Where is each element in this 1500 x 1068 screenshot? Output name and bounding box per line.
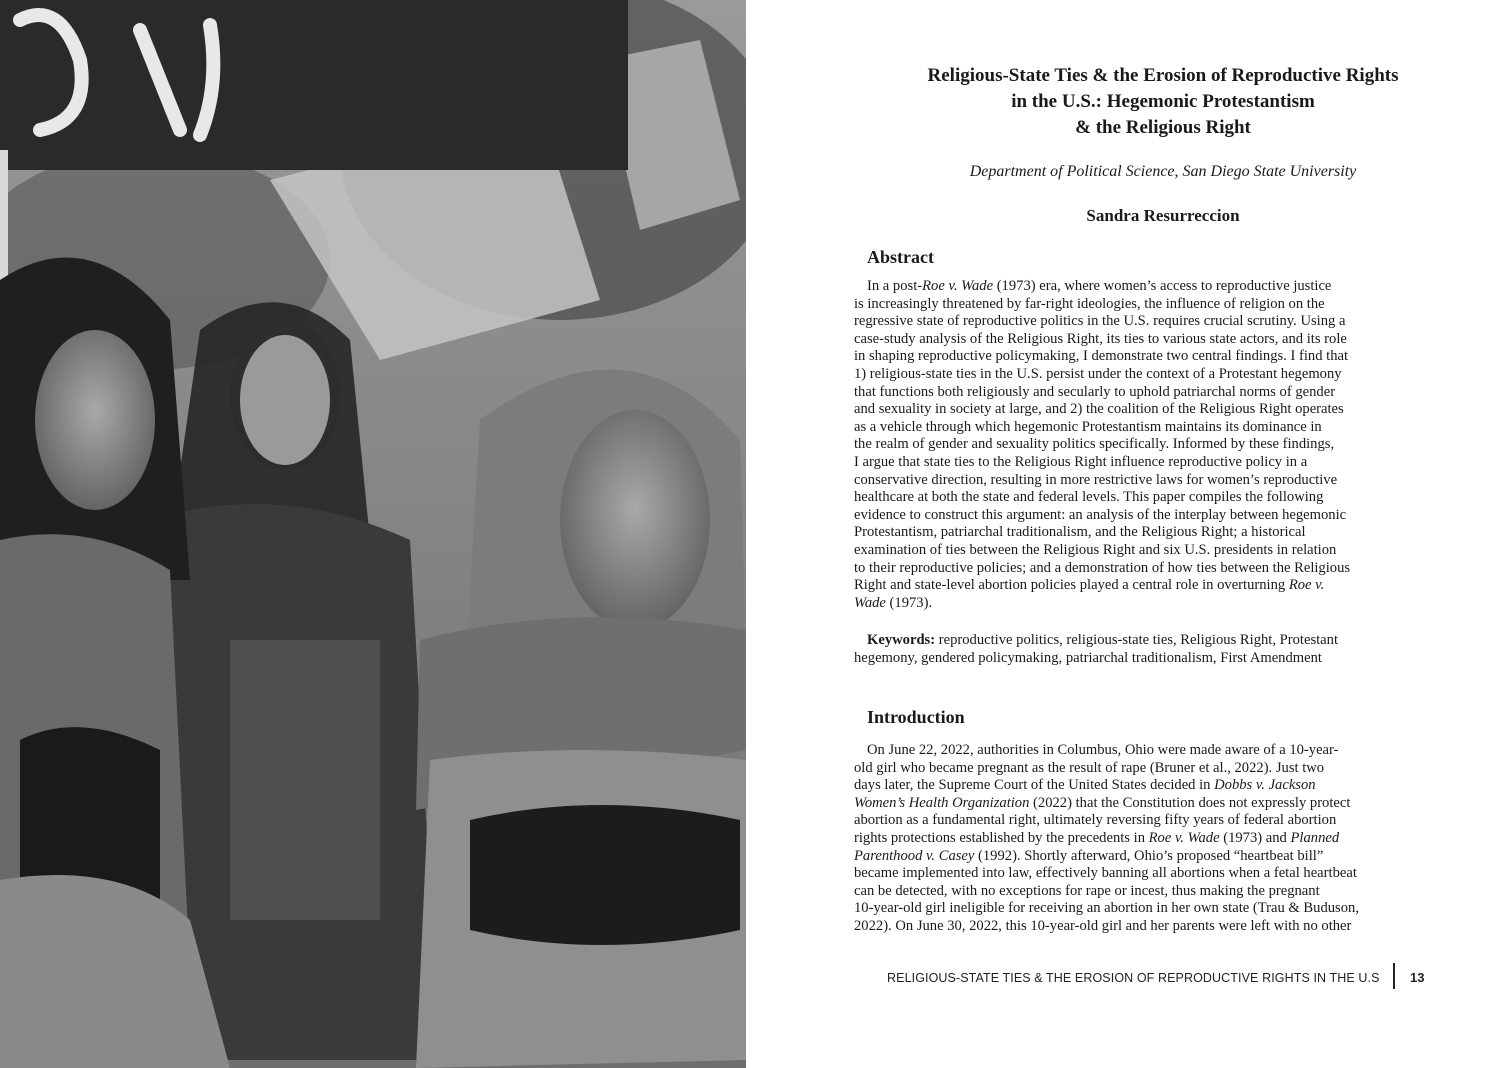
introduction-heading: Introduction [867,707,965,727]
intro-line: became implemented into law, effectively banning all abortions when a fetal heartbeat [854,865,1357,882]
abstract-line: is increasingly threatened by far-right ideologies, the influence of religion on the [854,295,1325,312]
title-line: in the U.S.: Hegemonic Protestantism [1011,91,1315,112]
abstract-body [854,278,1444,612]
title-line: Religious-State Ties & the Erosion of Reproductive Rights [927,65,1399,86]
intro-line: rights protections established by the precedents in Roe v. Wade (1973) and Planned [854,829,1340,846]
cover-photo [0,0,746,1068]
abstract-line: that functions both religiously and secularly to uphold patriarchal norms of gender [854,383,1336,400]
keywords-line [854,632,1444,650]
keywords-line: hegemony, gendered policymaking, patriarchal traditionalism, First Amendment [854,649,1322,666]
protest-photo [0,0,746,1068]
abstract-heading: Abstract [867,247,934,267]
author-name: Sandra Resurreccion [1086,206,1240,225]
intro-line: abortion as a fundamental right, ultimately reversing fifty years of federal abortion [854,812,1337,829]
page-number: 13 [1410,970,1425,985]
intro-line: 2022). On June 30, 2022, this 10-year-old girl and her parents were left with no other [854,917,1352,934]
abstract-line: regressive state of reproductive politics in the U.S. requires crucial scrutiny. Using a [854,313,1346,330]
abstract-line: case-study analysis of the Religious Right, its ties to various state actors, and its role [854,330,1347,347]
abstract-line: Wade (1973). [854,594,933,611]
abstract-line: 1) religious-state ties in the U.S. persist under the context of a Protestant hegemony [854,365,1342,382]
introduction-body [854,742,1444,936]
intro-line: Women’s Health Organization (2022) that the Constitution does not expressly protect [854,794,1351,811]
running-footer-title: RELIGIOUS-STATE TIES & THE EROSION OF REPRODUCTIVE RIGHTS IN THE U.S [887,971,1380,985]
abstract-line: Protestantism, patriarchal traditionalism, and the Religious Right; a historical [854,524,1306,541]
keywords-text: reproductive politics, religious-state ties, Religious Right, Protestant [938,632,1339,648]
intro-line: On June 22, 2022, authorities in Columbus, Ohio were made aware of a 10-year- [867,742,1339,758]
abstract-line: In a post-Roe v. Wade (1973) era, where women’s access to reproductive justice [867,278,1332,294]
intro-line: can be detected, with no exceptions for rape or incest, thus making the pregnant [854,882,1320,899]
abstract-line: Right and state-level abortion policies played a central role in overturning Roe v. [854,577,1325,594]
intro-line: old girl who became pregnant as the result of rape (Bruner et al., 2022). Just two [854,759,1325,776]
footer-divider [1393,963,1395,989]
abstract-line: conservative direction, resulting in more restrictive laws for women’s reproductive [854,471,1338,488]
intro-line: Parenthood v. Casey (1992). Shortly afterward, Ohio’s proposed “heartbeat bill” [854,847,1324,864]
article-page [746,0,1500,1068]
intro-line: days later, the Supreme Court of the United States decided in Dobbs v. Jackson [854,777,1316,794]
abstract-line: the realm of gender and sexuality politics specifically. Informed by these findings, [854,436,1335,453]
abstract-line: to their reproductive policies; and a demonstration of how ties between the Religious [854,559,1351,576]
intro-line: 10-year-old girl ineligible for receiving an abortion in her own state (Trau & Buduson, [854,900,1359,917]
abstract-line: evidence to construct this argument: an analysis of the interplay between hegemonic [854,506,1347,523]
abstract-line: as a vehicle through which hegemonic Protestantism maintains its dominance in [854,418,1322,435]
abstract-line: I argue that state ties to the Religious Right influence reproductive policy in a [854,453,1308,470]
title-line: & the Religious Right [1075,117,1251,138]
abstract-line: in shaping reproductive policymaking, I demonstrate two central findings. I find that [854,348,1349,365]
abstract-line: examination of ties between the Religious Right and six U.S. presidents in relation [854,541,1337,558]
abstract-line: healthcare at both the state and federal levels. This paper compiles the following [854,489,1324,506]
article-title [836,63,1490,141]
department-affiliation: Department of Political Science, San Diego State University [969,163,1357,180]
abstract-line: and sexuality in society at large, and 2) the coalition of the Religious Right operates [854,401,1344,418]
keywords [854,632,1444,667]
keywords-label: Keywords: [867,632,936,648]
